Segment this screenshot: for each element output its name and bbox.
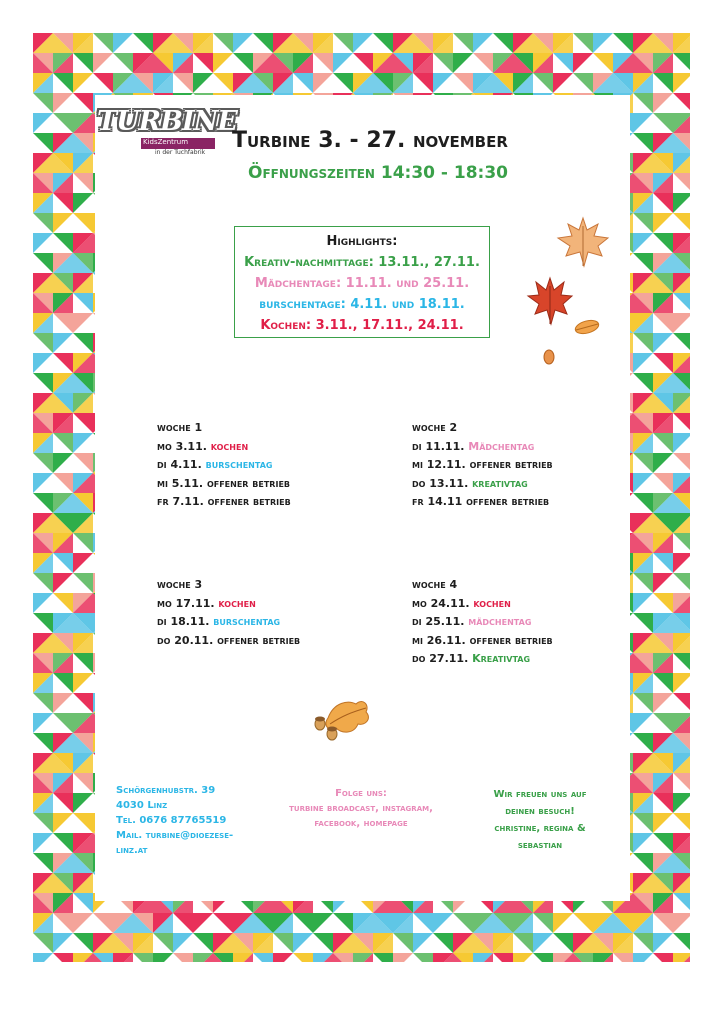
week-title: woche 4 [412, 578, 458, 591]
thanks-line-1: Wir freuen uns auf [493, 789, 587, 800]
week-title: woche 2 [412, 421, 458, 434]
day-date: mo 17.11. [157, 596, 215, 610]
pattern-triangle [653, 953, 673, 973]
day-date: do 20.11. [157, 633, 214, 647]
logo-subtitle-2: in der Tuchfabrik [155, 149, 206, 156]
pattern-triangle [273, 953, 293, 973]
day-activity: offener betrieb [207, 495, 291, 508]
highlight-burschen: burschentage: 4.11. und 18.11. [259, 297, 465, 312]
oak-leaves-acorns-icon [308, 694, 374, 742]
pattern-triangle [493, 953, 513, 973]
logo-wordmark: TURBINE [97, 106, 237, 137]
day-date: mi 12.11. [412, 458, 466, 471]
pattern-triangle [153, 953, 173, 973]
day-activity: mädchentag [468, 615, 532, 628]
day-activity: kreativtag [472, 476, 528, 490]
pattern-triangle [173, 953, 193, 973]
day-date: mo 3.11. [157, 439, 207, 453]
week-day [412, 595, 553, 614]
week-day [412, 438, 553, 457]
week-day [157, 632, 300, 651]
pattern-triangle [393, 953, 413, 973]
turbine-logo [97, 100, 237, 156]
week-4 [412, 576, 553, 669]
day-activity: offener betrieb [206, 476, 291, 490]
pattern-triangle [33, 953, 53, 973]
week-title: woche 1 [157, 421, 203, 434]
day-date: fr 7.11. [157, 495, 204, 508]
week-day [412, 475, 553, 494]
maple-leaf-icon [556, 216, 610, 268]
day-activity: burschentag [213, 615, 281, 628]
highlight-maedchen: Mädchentage: 11.11. und 25.11. [254, 276, 470, 291]
week-day [412, 493, 553, 512]
small-leaf-icon [542, 348, 556, 366]
address-city: 4030 Linz [116, 800, 168, 811]
footer-thanks [470, 786, 610, 854]
social-channels: turbine broadcast, instagram, [289, 803, 433, 814]
day-date: mo 24.11. [412, 596, 470, 610]
week-1 [157, 419, 291, 512]
pattern-triangle [633, 953, 653, 973]
day-date: fr 14.11 [412, 495, 463, 508]
week-day [412, 632, 553, 651]
day-date: mi 26.11. [412, 633, 466, 647]
day-date: do 13.11. [412, 476, 469, 490]
pattern-triangle [133, 953, 153, 973]
day-date: di 18.11. [157, 615, 210, 628]
week-day [412, 650, 553, 669]
week-day [157, 595, 300, 614]
thanks-line-4: sebastian [517, 840, 563, 851]
pattern-triangle [533, 953, 553, 973]
address-mail-domain[interactable]: linz.at [116, 845, 148, 856]
oval-leaf-icon [573, 318, 601, 336]
day-activity: offener betrieb [469, 458, 553, 471]
day-activity: Kreativtag [472, 652, 531, 665]
thanks-line-3: christine, regina & [494, 823, 586, 834]
thanks-line-2: deinen besuch! [505, 806, 575, 817]
footer-social [271, 786, 451, 831]
pattern-triangle [513, 953, 533, 973]
week-3 [157, 576, 300, 650]
day-activity: Mädchentag [468, 439, 535, 453]
pattern-triangle [253, 953, 273, 973]
pattern-triangle [613, 953, 633, 973]
day-activity: kochen [218, 596, 256, 610]
pattern-triangle [293, 953, 313, 973]
week-day [157, 613, 300, 632]
social-channels-2: facebook, homepage [314, 818, 408, 829]
week-day [412, 613, 553, 632]
pattern-triangle [373, 953, 393, 973]
highlight-kochen: Kochen: 3.11., 17.11., 24.11. [260, 318, 464, 333]
highlights-box [234, 226, 490, 338]
day-activity: offener betrieb [469, 633, 553, 647]
day-activity: offener betrieb [217, 633, 301, 647]
week-day [157, 456, 291, 475]
week-title: woche 3 [157, 578, 203, 591]
day-date: di 11.11. [412, 439, 465, 453]
logo-subtitle: KidsZentrum [143, 138, 189, 146]
address-mail[interactable]: Mail. turbine@dioezese- [116, 830, 234, 841]
pattern-triangle [53, 953, 73, 973]
week-day [412, 456, 553, 475]
day-date: di 25.11. [412, 615, 465, 628]
social-heading: Folge uns: [335, 788, 387, 799]
week-day [157, 493, 291, 512]
week-2 [412, 419, 553, 512]
red-maple-leaf-icon [526, 276, 574, 326]
week-day [157, 475, 291, 494]
day-date: di 4.11. [157, 458, 202, 471]
opening-hours: Öffnungszeiten 14:30 - 18:30 [248, 163, 508, 183]
day-activity: offener betrieb [466, 495, 550, 508]
week-day [157, 438, 291, 457]
footer-address [116, 783, 233, 858]
day-date: mi 5.11. [157, 476, 204, 490]
pattern-triangle [413, 953, 433, 973]
page-title: Turbine 3. - 27. november [232, 128, 508, 153]
day-activity: kochen [473, 596, 511, 610]
day-date: do 27.11. [412, 652, 469, 665]
day-activity: burschentag [205, 458, 273, 471]
address-phone: Tel. 0676 87765519 [116, 815, 227, 826]
highlights-heading: Highlights: [326, 234, 398, 249]
day-activity: kochen [210, 439, 249, 453]
highlight-kreativ: Kreativ-nachmittage: 13.11., 27.11. [244, 255, 480, 270]
address-street: Schörgenhubstr. 39 [116, 785, 216, 796]
